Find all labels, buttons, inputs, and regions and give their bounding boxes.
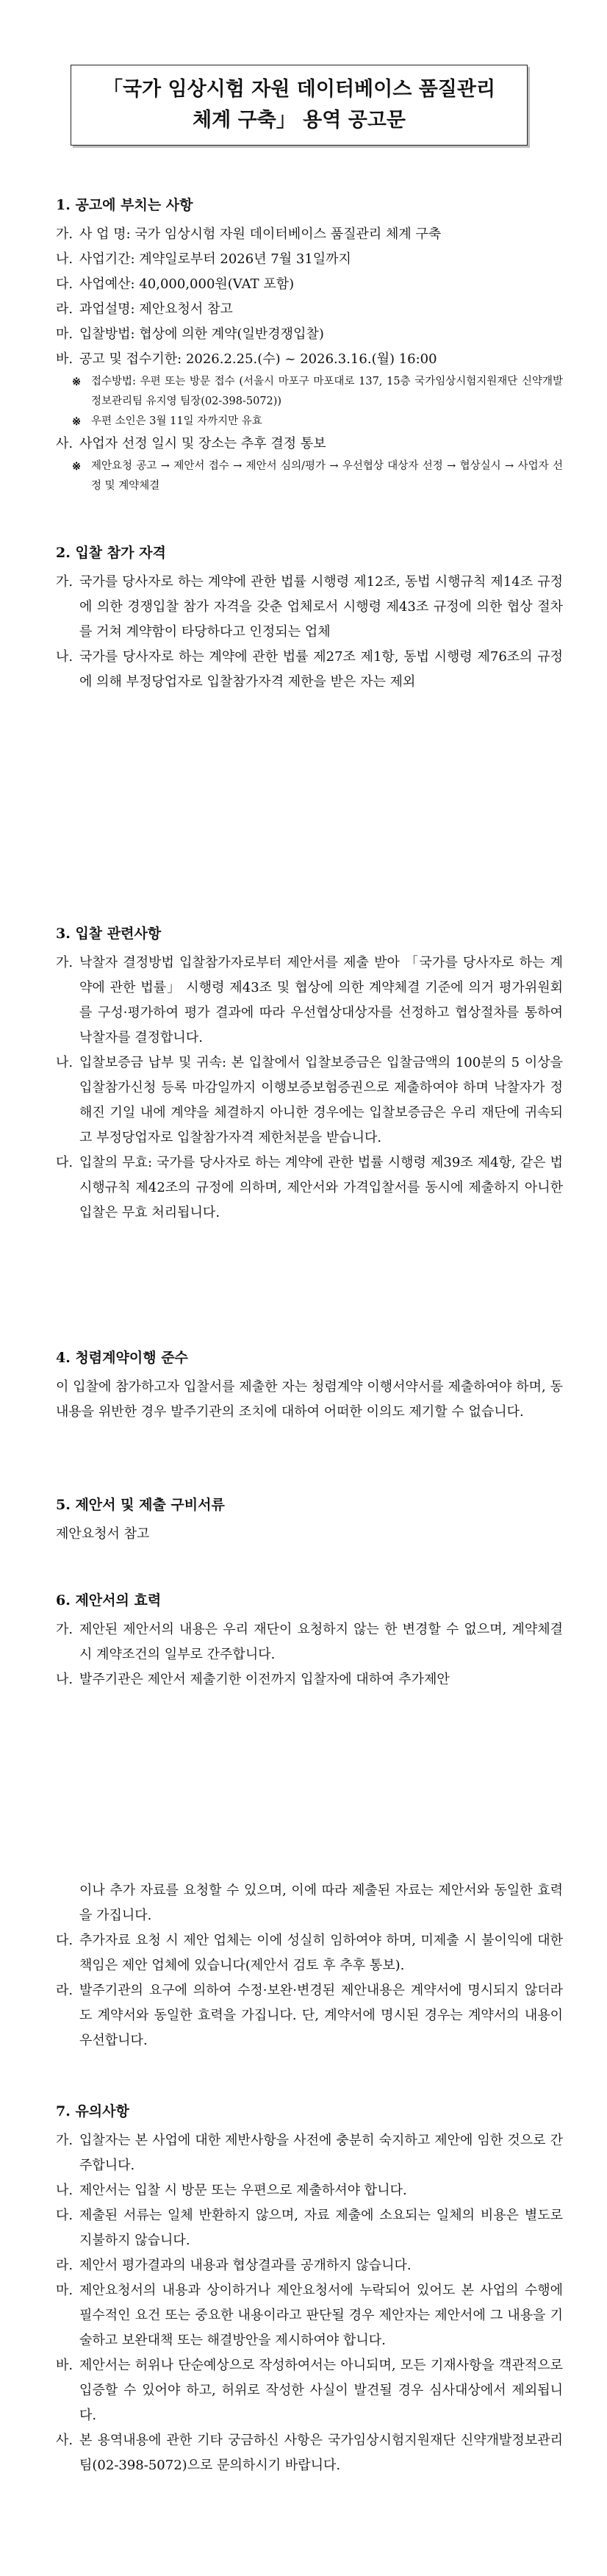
section-2-heading: 2. 입찰 참가 자격	[56, 545, 166, 561]
list-item: 가. 제안된 제안서의 내용은 우리 재단이 요청하지 않는 한 변경할 수 없으며, 계약체결 시 계약조건의 일부로 간주합니다.	[56, 1622, 563, 1662]
title-line-2: 체계 구축」 용역 공고문	[193, 109, 406, 132]
section-6-continued	[56, 1878, 563, 2053]
note-item: ※ 접수방법: 우편 또는 방문 접수 (서울시 마포구 마포대로 137, 15층 국가임상시험지원재단 신약개발정보관리팀 유지영 팀장(02-398-5072))	[72, 376, 563, 407]
section-3-heading: 3. 입찰 관련사항	[56, 926, 162, 942]
section-1-heading: 1. 공고에 부치는 사항	[56, 197, 193, 213]
list-item: 다. 추가자료 요청 시 제안 업체는 이에 성실히 임하여야 하며, 미제출 시 불이익에 대한 책임은 제안 업체에 있습니다(제안서 검토 후 추후 통보).	[56, 1933, 563, 1973]
list-item: 다. 사업예산: 40,000,000원(VAT 포함)	[56, 276, 295, 292]
section-2	[56, 540, 563, 695]
list-item: 다. 제출된 서류는 일체 반환하지 않으며, 자료 제출에 소요되는 일체의 비용은 별도로 지불하지 않습니다.	[56, 2208, 563, 2248]
list-item: 나. 국가를 당사자로 하는 계약에 관한 법률 제27조 제1항, 동법 시행령 제76조의 규정에 의해 부정당업자로 입찰참가자격 제한을 받은 자는 제외	[56, 649, 563, 690]
section-4-body: 이 입찰에 참가하고자 입찰서를 제출한 자는 청렴계약 이행서약서를 제출하여야 하며, 동 내용을 위반한 경우 발주기관의 조치에 대하여 어떠한 이의도 제기할 수 없습니다.	[56, 1379, 563, 1420]
section-7-heading: 7. 유의사항	[56, 2103, 129, 2119]
list-item-continued: 이나 추가 자료를 요청할 수 있으며, 이에 따라 제출된 자료는 제안서와 동일한 효력을 가집니다.	[79, 1883, 563, 1923]
section-6	[56, 1588, 563, 1692]
section-5-heading: 5. 제안서 및 제출 구비서류	[56, 1497, 225, 1513]
note-item: ※ 우편 소인은 3월 11일 자까지만 유효	[72, 415, 262, 428]
list-item: 나. 입찰보증금 납부 및 귀속: 본 입찰에서 입찰보증금은 입찰금액의 100분의 5 이상을 입찰참가신청 등록 마감일까지 이행보증보험증권으로 제출하여야 하며 낙찰자가 정해진 기일 내에 계약을 체결하지 아니한 경우에는 입찰보증금은 우리 재단에 귀속되고 부정당업자로 입찰참가자격 제한처분을 받습니다.	[56, 1055, 563, 1145]
section-5-body: 제안요청서 참고	[56, 1526, 150, 1542]
list-item: 다. 입찰의 무효: 국가를 당사자로 하는 계약에 관한 법률 시행령 제39조 제4항, 같은 법 시행규칙 제42조의 규정에 의하며, 제안서와 가격입찰서를 동시에 제출하지 아니한 입찰은 무효 처리됩니다.	[56, 1155, 563, 1220]
note-item: ※ 제안요청 공고 → 제안서 접수 → 제안서 심의/평가 → 우선협상 대상자 선정 → 협상실시 → 사업자 선정 및 계약체결	[72, 460, 563, 492]
list-item: 가. 국가를 당사자로 하는 계약에 관한 법률 시행령 제12조, 동법 시행규칙 제14조 규정에 의한 경쟁입찰 참가 자격을 갖춘 업체로서 시행령 제43조 규정에 의한 협상 절차를 거쳐 계약함이 타당하다고 인정되는 업체	[56, 574, 563, 640]
section-7	[56, 2099, 563, 2478]
title-line-1: 「국가 임상시험 자원 데이터베이스 품질관리	[102, 78, 496, 101]
list-item: 나. 사업기간: 계약일로부터 2026년 7월 31일까지	[56, 251, 351, 267]
section-4-heading: 4. 청렴계약이행 준수	[56, 1350, 188, 1366]
list-item: 사. 사업자 선정 일시 및 장소는 추후 결정 통보	[56, 436, 326, 451]
list-item: 나. 제안서는 입찰 시 방문 또는 우편으로 제출하셔야 합니다.	[56, 2183, 407, 2198]
list-item: 마. 입찰방법: 협상에 의한 계약(일반경쟁입찰)	[56, 326, 324, 342]
list-item: 가. 입찰자는 본 사업에 대한 제반사항을 사전에 충분히 숙지하고 제안에 임한 것으로 간주합니다.	[56, 2133, 563, 2173]
list-item: 가. 낙찰자 결정방법 입찰참가자로부터 제안서를 제출 받아 「국가를 당사자로 하는 계약에 관한 법률」 시행령 제43조 및 협상에 의한 계약체결 기준에 의거 평가위원회를 구성·평가하여 평가 결과에 따라 우선협상대상자를 선정하고 협상절차를 통하여 낙찰자를 결정합니다.	[56, 955, 563, 1045]
list-item: 나. 발주기관은 제안서 제출기한 이전까지 입찰자에 대하여 추가제안	[56, 1672, 450, 1687]
list-item: 바. 제안서는 허위나 단순예상으로 작성하여서는 아니되며, 모든 기재사항을 객관적으로 입증할 수 있어야 하고, 허위로 작성한 사실이 발견될 경우 심사대상에서 제외됩니다.	[56, 2358, 563, 2423]
section-1	[56, 193, 563, 496]
section-5	[56, 1492, 563, 1547]
list-item: 라. 과업설명: 제안요청서 참고	[56, 301, 233, 317]
list-item: 라. 제안서 평가결과의 내용과 협상결과를 공개하지 않습니다.	[56, 2258, 412, 2273]
section-3	[56, 921, 563, 1226]
section-6-heading: 6. 제안서의 효력	[56, 1592, 162, 1609]
document-title-box	[71, 65, 528, 146]
list-item: 바. 공고 및 접수기한: 2026.2.25.(수) ~ 2026.3.16.(월) 16:00	[56, 351, 437, 367]
list-item: 마. 제안요청서의 내용과 상이하거나 제안요청서에 누락되어 있어도 본 사업의 수행에 필수적인 요건 또는 중요한 내용이라고 판단될 경우 제안자는 제안서에 그 내용을 기술하고 보완대책 또는 해결방안을 제시하여야 합니다.	[56, 2283, 563, 2348]
section-4	[56, 1345, 563, 1425]
list-item: 가. 사 업 명: 국가 임상시험 자원 데이터베이스 품질관리 체계 구축	[56, 226, 442, 242]
list-item: 라. 발주기관의 요구에 의하여 수정·보완·변경된 제안내용은 계약서에 명시되지 않더라도 계약서와 동일한 효력을 가집니다. 단, 계약서에 명시된 경우는 계약서의 내용이 우선합니다.	[56, 1983, 563, 2048]
list-item: 사. 본 용역내용에 관한 기타 궁금하신 사항은 국가임상시험지원재단 신약개발정보관리팀(02-398-5072)으로 문의하시기 바랍니다.	[56, 2433, 563, 2473]
